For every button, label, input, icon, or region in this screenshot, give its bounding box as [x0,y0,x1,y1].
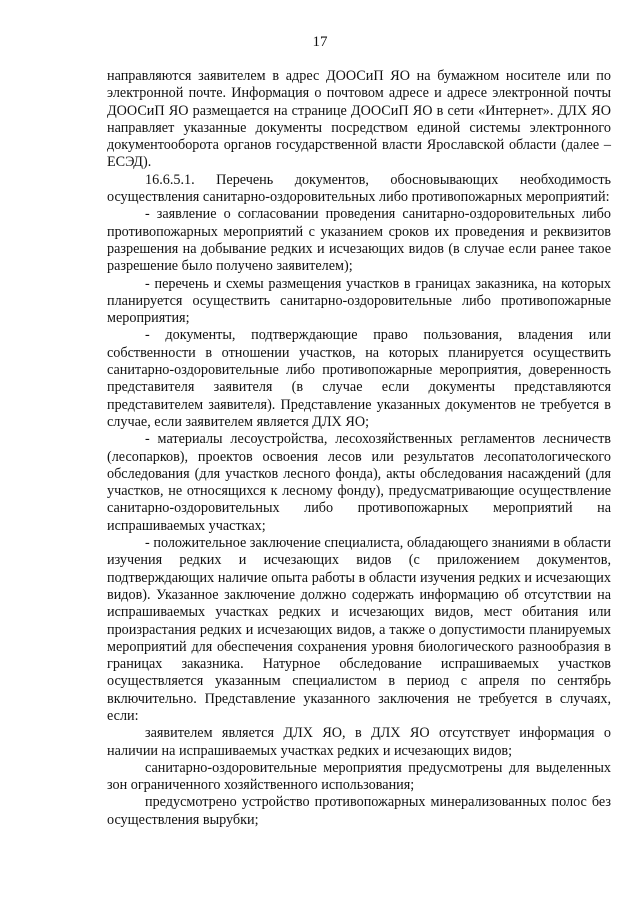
exception-applicant-dlh: заявителем является ДЛХ ЯО, в ДЛХ ЯО отсутствует информация о наличии на испрашиваемых участках редких и исчезающих видов; [107,725,611,759]
list-item-site-schemes: - перечень и схемы размещения участков в границах заказника, на которых планируется осуществить санитарно-оздоровительные либо противопожарные мероприятия; [107,275,611,327]
list-item-specialist-conclusion: - положительное заключение специалиста, обладающего знаниями в области изучения редких и исчезающих видов (с приложением документов, подтверждающих наличие опыта работы в области изучения редких и исчезающих видов). Указанное заключение должно содержать информацию об отсутствии на испрашиваемых участках редких и исчезающих видов, мест обитания или произрастания редких и исчезающих видов, а также о допустимости планируемых мероприятий для обеспечения сохранения уровня биологического разнообразия в границах заказника. Натурное обследование испрашиваемых участков осуществляется указанным специалистом в период с апреля по сентябрь включительно. Представление указанного заключения не требуется в случаях, если: [107,535,611,724]
exception-fire-strips: предусмотрено устройство противопожарных минерализованных полос без осуществления вырубки; [107,794,611,828]
exception-limited-use-zones: санитарно-оздоровительные мероприятия предусмотрены для выделенных зон ограниченного хозяйственного использования; [107,759,611,794]
list-item-forest-materials: - материалы лесоустройства, лесохозяйственных регламентов лесничеств (лесопарков), проектов освоения лесов или результатов лесопатологического обследования (для участков лесного фонда), акты обследования насаждений (для участков, не относящихся к лесному фонду), предусматривающие осуществление санитарно-оздоровительных либо противопожарных мероприятий на испрашиваемых участках; [107,431,611,534]
page-number: 17 [312,34,328,50]
document-body [107,68,611,829]
paragraph-document-list-heading: 16.6.5.1. Перечень документов, обосновывающих необходимость осуществления санитарно-оздоровительных либо противопожарных мероприятий: [107,171,611,206]
list-item-ownership-documents: - документы, подтверждающие право пользования, владения или собственности в отношении участков, на которых планируется осуществить санитарно-оздоровительные либо противопожарные мероприятия, доверенность представителя заявителя (в случае если документы представляются представителем заявителя). Представление указанных документов не требуется в случае, если заявителем является ДЛХ ЯО; [107,327,611,430]
list-item-application: - заявление о согласовании проведения санитарно-оздоровительных либо противопожарных мероприятий с указанием сроков их проведения и реквизитов разрешения на добывание редких и исчезающих видов (в случае если ранее такое разрешение было получено заявителем); [107,206,611,275]
paragraph-continuation: направляются заявителем в адрес ДООСиП ЯО на бумажном носителе или по электронной почте. Информация о почтовом адресе и адресе электронной почты ДООСиП ЯО размещается на странице ДООСиП ЯО в сети «Интернет». ДЛХ ЯО направляет указанные документы посредством единой системы электронного документооборота органов государственной власти Ярославской области (далее – ЕСЭД). [107,68,611,171]
